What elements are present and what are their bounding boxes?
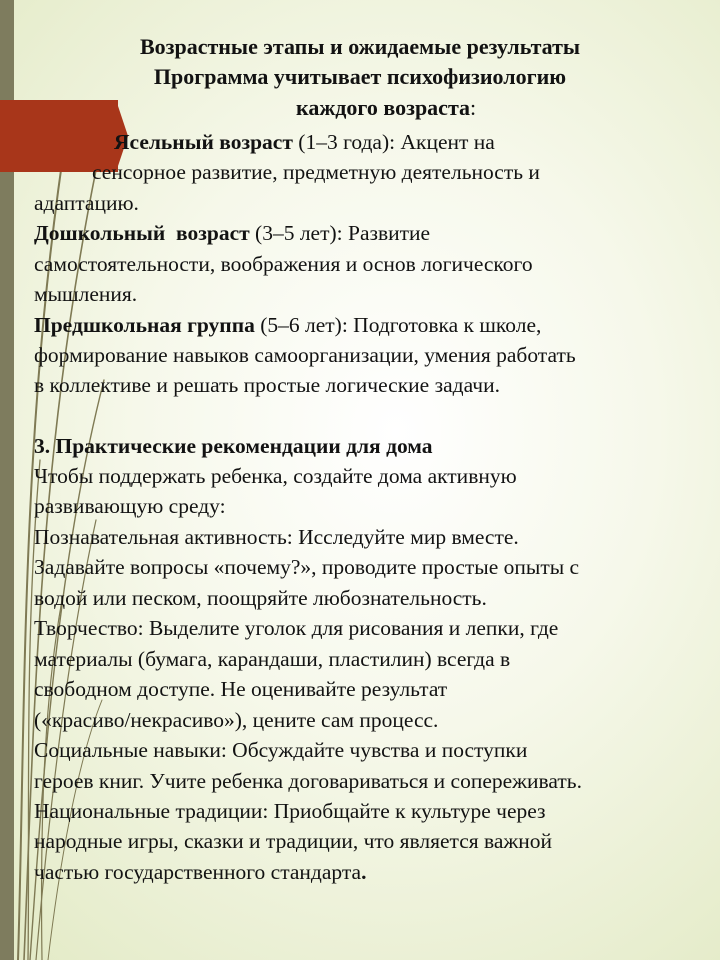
stage-preschool-range: (3–5 лет): Развитие (249, 221, 431, 245)
stage-preschool-line-1 (34, 218, 430, 248)
slide-title-line-3 (296, 93, 476, 123)
slide-title-line-2: Программа учитывает психофизиологию (153, 64, 567, 89)
recommendation-last-line (34, 857, 366, 887)
recommendation-line: развивающую среду: (34, 494, 226, 518)
stage-nursery-range: (1–3 года): Акцент на (292, 130, 495, 154)
stage-preschool-title: Дошкольный возраст (34, 221, 250, 245)
final-period: . (361, 860, 367, 884)
slide-title-line-1: Возрастные этапы и ожидаемые результаты (139, 34, 581, 59)
recommendation-line: свободном доступе. Не оценивайте результат (34, 677, 448, 701)
recommendation-line: частью государственного стандарта (34, 860, 362, 884)
stage-preschool-line-2: самостоятельности, воображения и основ логического (34, 252, 533, 276)
recommendation-line: водой или песком, поощряйте любознательность. (34, 586, 487, 610)
recommendation-line: Познавательная активность: Исследуйте мир вместе. (34, 525, 519, 549)
stage-preschool-group-title: Предшкольная группа (34, 313, 255, 337)
recommendations-heading: 3. Практические рекомендации для дома (34, 434, 433, 458)
stage-preschool-group-range: (5–6 лет): Подготовка к школе, (254, 313, 542, 337)
stage-nursery-line-2: сенсорное развитие, предметную деятельность и (92, 160, 540, 184)
stage-preschool-group-line-2: формирование навыков самоорганизации, умения работать (34, 343, 576, 367)
recommendation-line: героев книг. Учите ребенка договариваться и сопереживать. (34, 769, 582, 793)
recommendation-line: Чтобы поддержать ребенка, создайте дома активную (34, 464, 517, 488)
stage-nursery-line-3: адаптацию. (34, 191, 139, 215)
recommendation-line: Социальные навыки: Обсуждайте чувства и поступки (34, 738, 528, 762)
recommendation-line: Задавайте вопросы «почему?», проводите простые опыты с (34, 555, 580, 579)
recommendation-line: («красиво/некрасиво»), цените сам процесс. (34, 708, 439, 732)
stage-preschool-line-3: мышления. (34, 282, 138, 306)
recommendation-line: Творчество: Выделите уголок для рисования и лепки, где (34, 616, 559, 640)
recommendation-line: Национальные традиции: Приобщайте к культуре через (34, 799, 546, 823)
stage-preschool-group-line-3: в коллективе и решать простые логические задачи. (34, 373, 500, 397)
title-age-label: каждого возраста (296, 95, 471, 120)
title-colon: : (470, 95, 477, 120)
stage-nursery-line-1 (114, 127, 495, 157)
stage-nursery-title: Ясельный возраст (114, 130, 293, 154)
recommendation-line: материалы (бумага, карандаши, пластилин) всегда в (34, 647, 511, 671)
stage-preschool-group-line-1 (34, 310, 541, 340)
recommendation-line: народные игры, сказки и традиции, что является важной (34, 829, 553, 853)
